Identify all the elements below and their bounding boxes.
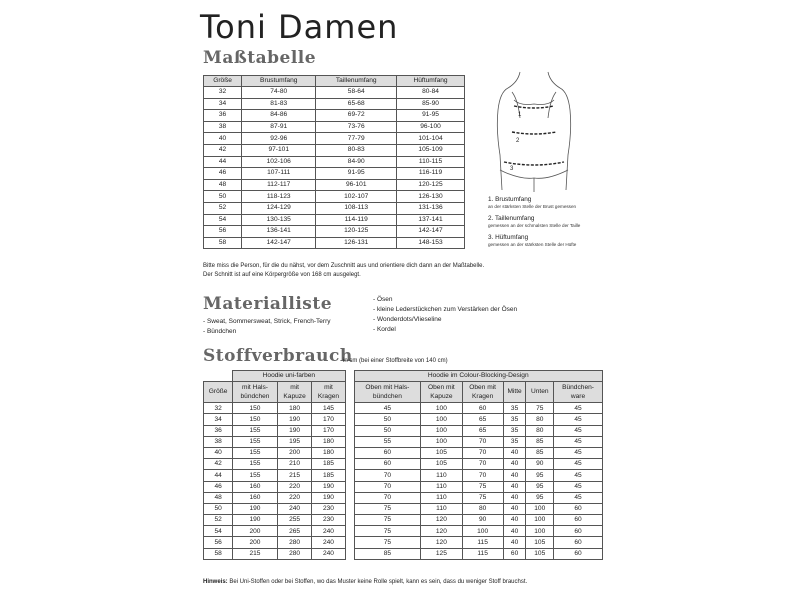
fabric-cell: 60 bbox=[554, 526, 603, 537]
fabric-cell: 150 bbox=[233, 403, 278, 414]
fabric-cell: 40 bbox=[204, 447, 233, 458]
fabric-cell: 58 bbox=[204, 548, 233, 559]
fabric-header-cell: Größe bbox=[204, 382, 233, 403]
fabric-cell: 35 bbox=[503, 414, 526, 425]
fabric-cell: 240 bbox=[312, 548, 345, 559]
size-cell: 137-141 bbox=[397, 214, 465, 226]
mark-3: 3 bbox=[510, 166, 514, 172]
table-row bbox=[204, 191, 465, 203]
fabric-cell: 100 bbox=[421, 403, 462, 414]
fabric-cell: 280 bbox=[277, 537, 312, 548]
size-cell: 142-147 bbox=[397, 226, 465, 238]
fabric-cell: 85 bbox=[526, 436, 554, 447]
fabric-cell: 40 bbox=[503, 537, 526, 548]
fabric-cell: 36 bbox=[204, 425, 233, 436]
fabric-cell: 170 bbox=[312, 414, 345, 425]
table-row bbox=[204, 414, 603, 425]
table-row bbox=[204, 481, 603, 492]
fabric-cell: 60 bbox=[462, 403, 503, 414]
fabric-cell: 220 bbox=[277, 492, 312, 503]
fabric-cell: 75 bbox=[462, 492, 503, 503]
fabric-cell: 60 bbox=[554, 515, 603, 526]
fabric-cell: 45 bbox=[554, 403, 603, 414]
table-row bbox=[204, 526, 603, 537]
legend-sub-3: gemessen an der stärksten Stelle der Hüfte bbox=[488, 242, 577, 247]
fabric-table bbox=[203, 370, 603, 560]
size-cell: 91-95 bbox=[316, 168, 397, 180]
fabric-cell: 155 bbox=[233, 436, 278, 447]
fabric-header-cell: mit Kapuze bbox=[277, 382, 312, 403]
fabric-cell: 230 bbox=[312, 503, 345, 514]
fabric-cell: 155 bbox=[233, 425, 278, 436]
fabric-cell: 70 bbox=[462, 436, 503, 447]
fabric-header-cell: Bündchen- ware bbox=[554, 382, 603, 403]
fabric-cell: 38 bbox=[204, 436, 233, 447]
fabric-cell: 50 bbox=[354, 425, 421, 436]
size-cell: 52 bbox=[204, 202, 242, 214]
fabric-cell: 75 bbox=[354, 526, 421, 537]
material-list-right bbox=[373, 295, 517, 335]
fabric-cell: 180 bbox=[312, 436, 345, 447]
fabric-cell: 32 bbox=[204, 403, 233, 414]
size-cell: 69-72 bbox=[316, 110, 397, 122]
fabric-cell: 110 bbox=[421, 481, 462, 492]
table-row bbox=[204, 179, 465, 191]
hint-label: Hinweis: bbox=[203, 579, 228, 585]
size-cell: 34 bbox=[204, 98, 242, 110]
list-item: - Kordel bbox=[373, 326, 396, 333]
table-row bbox=[204, 121, 465, 133]
fabric-cell: 45 bbox=[554, 459, 603, 470]
fabric-cell: 100 bbox=[421, 414, 462, 425]
fabric-cell: 105 bbox=[526, 548, 554, 559]
fabric-header-cell: Oben mit Kragen bbox=[462, 382, 503, 403]
fabric-cell: 105 bbox=[421, 447, 462, 458]
fabric-cell: 240 bbox=[312, 526, 345, 537]
size-chart-table bbox=[203, 75, 465, 249]
fabric-cell: 80 bbox=[462, 503, 503, 514]
fabric-cell: 45 bbox=[354, 403, 421, 414]
table-row bbox=[204, 144, 465, 156]
fabric-cell: 40 bbox=[503, 470, 526, 481]
fabric-cell: 125 bbox=[421, 548, 462, 559]
size-cell: 142-147 bbox=[242, 237, 316, 249]
table-row bbox=[204, 503, 603, 514]
fabric-cell: 240 bbox=[312, 537, 345, 548]
mark-2: 2 bbox=[516, 138, 520, 144]
body-measurement-figure bbox=[490, 70, 580, 195]
fabric-cell: 210 bbox=[277, 459, 312, 470]
fabric-heading: Stoffverbrauch bbox=[203, 346, 353, 366]
fabric-cell: 100 bbox=[526, 526, 554, 537]
table-row bbox=[204, 202, 465, 214]
table-row bbox=[204, 425, 603, 436]
fabric-cell: 185 bbox=[312, 470, 345, 481]
legend-label-1: 1. Brustumfang bbox=[488, 196, 532, 203]
table-row bbox=[204, 226, 465, 238]
fabric-cell: 90 bbox=[526, 459, 554, 470]
fabric-cell: 70 bbox=[462, 459, 503, 470]
fabric-cell: 220 bbox=[277, 481, 312, 492]
fabric-cell: 155 bbox=[233, 447, 278, 458]
fabric-cell: 45 bbox=[554, 481, 603, 492]
size-cell: 120-125 bbox=[397, 179, 465, 191]
fabric-cell: 70 bbox=[462, 447, 503, 458]
fabric-cell: 80 bbox=[526, 425, 554, 436]
size-header-cell: Taillenumfang bbox=[316, 76, 397, 87]
size-cell: 148-153 bbox=[397, 237, 465, 249]
fabric-cell: 55 bbox=[354, 436, 421, 447]
size-header-cell: Größe bbox=[204, 76, 242, 87]
size-cell: 108-113 bbox=[316, 202, 397, 214]
size-cell: 46 bbox=[204, 168, 242, 180]
fabric-cell: 100 bbox=[421, 425, 462, 436]
fabric-cell: 40 bbox=[503, 447, 526, 458]
fabric-cell: 75 bbox=[354, 537, 421, 548]
fabric-cell: 70 bbox=[354, 470, 421, 481]
legend-label-2: 2. Taillenumfang bbox=[488, 215, 535, 222]
fabric-cell: 230 bbox=[312, 515, 345, 526]
fabric-cell: 155 bbox=[233, 470, 278, 481]
fabric-cell: 60 bbox=[554, 537, 603, 548]
fabric-cell: 45 bbox=[554, 492, 603, 503]
legend-sub-1: an der stärksten Stelle der Brust gemessen bbox=[488, 204, 577, 209]
fabric-cell: 190 bbox=[312, 481, 345, 492]
size-cell: 102-106 bbox=[242, 156, 316, 168]
fabric-cell: 75 bbox=[354, 515, 421, 526]
fabric-cell: 195 bbox=[277, 436, 312, 447]
size-note-1: Bitte miss die Person, für die du nähst, vor dem Zuschnitt aus und orientiere dich dann an der Maßtabelle. bbox=[203, 263, 485, 269]
table-row bbox=[204, 492, 603, 503]
fabric-cell: 120 bbox=[421, 537, 462, 548]
page-title: Toni Damen bbox=[200, 8, 399, 46]
size-cell: 96-100 bbox=[397, 121, 465, 133]
fabric-cell: 155 bbox=[233, 459, 278, 470]
fabric-cell: 100 bbox=[526, 515, 554, 526]
fabric-cell: 215 bbox=[277, 470, 312, 481]
figure-legend bbox=[488, 196, 580, 253]
fabric-cell: 100 bbox=[526, 503, 554, 514]
size-cell: 102-107 bbox=[316, 191, 397, 203]
fabric-cell: 45 bbox=[554, 470, 603, 481]
fabric-cell: 75 bbox=[462, 481, 503, 492]
fabric-cell: 46 bbox=[204, 481, 233, 492]
size-cell: 120-125 bbox=[316, 226, 397, 238]
table-row bbox=[204, 156, 465, 168]
fabric-cell: 190 bbox=[277, 425, 312, 436]
table-row bbox=[204, 436, 603, 447]
size-cell: 87-91 bbox=[242, 121, 316, 133]
fabric-cell: 115 bbox=[462, 548, 503, 559]
list-item: - Ösen bbox=[373, 296, 393, 303]
fabric-cell: 65 bbox=[462, 414, 503, 425]
size-cell: 48 bbox=[204, 179, 242, 191]
fabric-cell: 180 bbox=[277, 403, 312, 414]
fabric-cell: 255 bbox=[277, 515, 312, 526]
table-row bbox=[204, 459, 603, 470]
fabric-cell: 95 bbox=[526, 492, 554, 503]
fabric-cell: 190 bbox=[312, 492, 345, 503]
fabric-cell: 95 bbox=[526, 470, 554, 481]
fabric-cell: 45 bbox=[554, 425, 603, 436]
size-cell: 118-123 bbox=[242, 191, 316, 203]
fabric-cell: 54 bbox=[204, 526, 233, 537]
size-cell: 136-141 bbox=[242, 226, 316, 238]
fabric-cell: 48 bbox=[204, 492, 233, 503]
fabric-cell: 85 bbox=[526, 447, 554, 458]
size-cell: 107-111 bbox=[242, 168, 316, 180]
size-chart-heading: Maßtabelle bbox=[203, 48, 317, 68]
size-cell: 36 bbox=[204, 110, 242, 122]
size-cell: 80-84 bbox=[397, 87, 465, 99]
fabric-cell: 40 bbox=[503, 492, 526, 503]
size-cell: 101-104 bbox=[397, 133, 465, 145]
size-cell: 77-79 bbox=[316, 133, 397, 145]
fabric-hint bbox=[203, 578, 527, 586]
size-cell: 58 bbox=[204, 237, 242, 249]
fabric-cell: 240 bbox=[277, 503, 312, 514]
fabric-cell: 90 bbox=[462, 515, 503, 526]
size-cell: 126-131 bbox=[316, 237, 397, 249]
size-cell: 116-119 bbox=[397, 168, 465, 180]
fabric-cell: 120 bbox=[421, 526, 462, 537]
size-cell: 40 bbox=[204, 133, 242, 145]
fabric-cell: 40 bbox=[503, 526, 526, 537]
size-cell: 38 bbox=[204, 121, 242, 133]
fabric-cell: 110 bbox=[421, 470, 462, 481]
table-row bbox=[204, 470, 603, 481]
size-cell: 130-135 bbox=[242, 214, 316, 226]
fabric-cell: 100 bbox=[462, 526, 503, 537]
fabric-cell: 75 bbox=[354, 503, 421, 514]
fabric-cell: 190 bbox=[233, 503, 278, 514]
fabric-cell: 120 bbox=[421, 515, 462, 526]
fabric-cell: 60 bbox=[354, 447, 421, 458]
fabric-cell: 45 bbox=[554, 436, 603, 447]
size-cell: 126-130 bbox=[397, 191, 465, 203]
fabric-cell: 80 bbox=[526, 414, 554, 425]
fabric-cell: 60 bbox=[554, 548, 603, 559]
table-row bbox=[204, 98, 465, 110]
fabric-cell: 75 bbox=[526, 403, 554, 414]
fabric-cell: 110 bbox=[421, 492, 462, 503]
fabric-cell: 50 bbox=[204, 503, 233, 514]
fabric-cell: 40 bbox=[503, 459, 526, 470]
mark-1: 1 bbox=[518, 112, 522, 118]
table-row bbox=[204, 403, 603, 414]
fabric-cell: 60 bbox=[354, 459, 421, 470]
fabric-cell: 40 bbox=[503, 515, 526, 526]
fabric-cell: 45 bbox=[554, 414, 603, 425]
size-cell: 73-76 bbox=[316, 121, 397, 133]
fabric-cell: 170 bbox=[312, 425, 345, 436]
fabric-cell: 45 bbox=[554, 447, 603, 458]
fabric-cell: 85 bbox=[354, 548, 421, 559]
size-cell: 91-95 bbox=[397, 110, 465, 122]
fabric-cell: 180 bbox=[312, 447, 345, 458]
size-cell: 81-83 bbox=[242, 98, 316, 110]
fabric-cell: 50 bbox=[354, 414, 421, 425]
table-row bbox=[204, 110, 465, 122]
fabric-cell: 52 bbox=[204, 515, 233, 526]
fabric-cell: 105 bbox=[421, 459, 462, 470]
list-item: - kleine Lederstückchen zum Verstärken der Ösen bbox=[373, 306, 518, 313]
fabric-header-cell: Unten bbox=[526, 382, 554, 403]
fabric-cell: 215 bbox=[233, 548, 278, 559]
fabric-cell: 60 bbox=[554, 503, 603, 514]
fabric-cell: 70 bbox=[354, 492, 421, 503]
size-cell: 84-86 bbox=[242, 110, 316, 122]
fabric-cell: 280 bbox=[277, 548, 312, 559]
table-row bbox=[204, 237, 465, 249]
fabric-cell: 70 bbox=[462, 470, 503, 481]
legend-sub-2: gemessen an der schmalsten Stelle der Taille bbox=[488, 223, 581, 228]
fabric-cell: 56 bbox=[204, 537, 233, 548]
fabric-header-cell: mit Kragen bbox=[312, 382, 345, 403]
material-list-left bbox=[203, 317, 331, 337]
fabric-header-cell: Oben mit Hals- bündchen bbox=[354, 382, 421, 403]
fabric-cell: 110 bbox=[421, 503, 462, 514]
fabric-unit-note: in cm (bei einer Stoffbreite von 140 cm) bbox=[343, 358, 448, 364]
fabric-cell: 115 bbox=[462, 537, 503, 548]
size-header-cell: Hüftumfang bbox=[397, 76, 465, 87]
fabric-cell: 160 bbox=[233, 492, 278, 503]
size-cell: 65-68 bbox=[316, 98, 397, 110]
fabric-cell: 145 bbox=[312, 403, 345, 414]
fabric-cell: 35 bbox=[503, 425, 526, 436]
table-row bbox=[204, 214, 465, 226]
size-cell: 50 bbox=[204, 191, 242, 203]
size-cell: 58-64 bbox=[316, 87, 397, 99]
list-item: - Wonderdots/Vlieseline bbox=[373, 316, 442, 323]
fabric-cell: 200 bbox=[277, 447, 312, 458]
size-cell: 92-96 bbox=[242, 133, 316, 145]
fabric-cell: 100 bbox=[421, 436, 462, 447]
size-cell: 44 bbox=[204, 156, 242, 168]
fabric-cell: 105 bbox=[526, 537, 554, 548]
hint-text: Bei Uni-Stoffen oder bei Stoffen, wo das Muster keine Rolle spielt, kann es sein, dass du weniger Stoff brauchst. bbox=[227, 579, 528, 585]
fabric-cell: 200 bbox=[233, 537, 278, 548]
size-cell: 124-129 bbox=[242, 202, 316, 214]
fabric-cell: 190 bbox=[277, 414, 312, 425]
list-item: - Sweat, Sommersweat, Strick, French-Terry bbox=[203, 318, 331, 325]
size-cell: 80-83 bbox=[316, 144, 397, 156]
material-heading: Materialliste bbox=[203, 294, 333, 314]
size-cell: 85-90 bbox=[397, 98, 465, 110]
fabric-cell: 265 bbox=[277, 526, 312, 537]
fabric-header-cell: Oben mit Kapuze bbox=[421, 382, 462, 403]
fabric-cell: 200 bbox=[233, 526, 278, 537]
table-row bbox=[204, 515, 603, 526]
fabric-cell: 40 bbox=[503, 481, 526, 492]
fabric-cell: 42 bbox=[204, 459, 233, 470]
size-cell: 97-101 bbox=[242, 144, 316, 156]
table-row bbox=[204, 548, 603, 559]
table-row bbox=[204, 537, 603, 548]
fabric-cell: 160 bbox=[233, 481, 278, 492]
size-cell: 32 bbox=[204, 87, 242, 99]
fabric-header-cell: Mitte bbox=[503, 382, 526, 403]
legend-label-3: 3. Hüftumfang bbox=[488, 234, 529, 241]
fabric-cell: 70 bbox=[354, 481, 421, 492]
size-note-2: Der Schnitt ist auf eine Körpergröße von 168 cm ausgelegt. bbox=[203, 272, 361, 278]
size-cell: 56 bbox=[204, 226, 242, 238]
group-colour-blocking: Hoodie im Colour-Blocking-Design bbox=[354, 371, 603, 382]
fabric-cell: 190 bbox=[233, 515, 278, 526]
size-cell: 42 bbox=[204, 144, 242, 156]
size-cell: 114-119 bbox=[316, 214, 397, 226]
fabric-cell: 60 bbox=[503, 548, 526, 559]
size-cell: 54 bbox=[204, 214, 242, 226]
size-cell: 131-136 bbox=[397, 202, 465, 214]
fabric-cell: 35 bbox=[503, 403, 526, 414]
fabric-cell: 34 bbox=[204, 414, 233, 425]
fabric-cell: 185 bbox=[312, 459, 345, 470]
fabric-cell: 95 bbox=[526, 481, 554, 492]
table-row bbox=[204, 168, 465, 180]
size-cell: 110-115 bbox=[397, 156, 465, 168]
size-header-cell: Brustumfang bbox=[242, 76, 316, 87]
list-item: - Bündchen bbox=[203, 328, 237, 335]
fabric-cell: 35 bbox=[503, 436, 526, 447]
table-row bbox=[204, 133, 465, 145]
fabric-header-cell: mit Hals- bündchen bbox=[233, 382, 278, 403]
size-cell: 105-109 bbox=[397, 144, 465, 156]
table-row bbox=[204, 447, 603, 458]
size-cell: 84-90 bbox=[316, 156, 397, 168]
size-cell: 96-101 bbox=[316, 179, 397, 191]
size-cell: 112-117 bbox=[242, 179, 316, 191]
fabric-cell: 150 bbox=[233, 414, 278, 425]
fabric-cell: 40 bbox=[503, 503, 526, 514]
table-row bbox=[204, 87, 465, 99]
group-uni: Hoodie uni-farben bbox=[233, 371, 345, 382]
fabric-cell: 44 bbox=[204, 470, 233, 481]
size-cell: 74-80 bbox=[242, 87, 316, 99]
fabric-cell: 65 bbox=[462, 425, 503, 436]
